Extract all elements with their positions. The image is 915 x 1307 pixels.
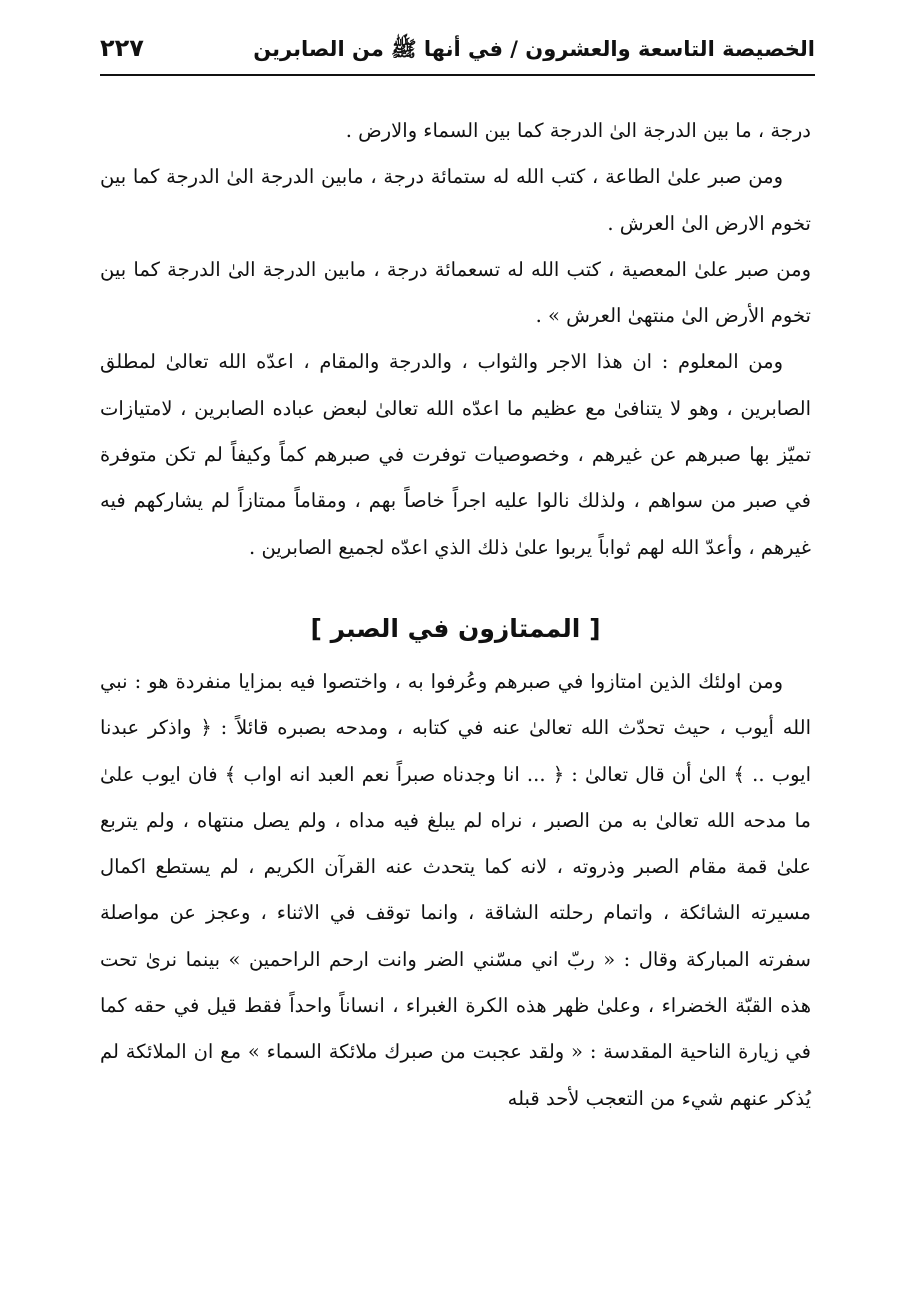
page-header [100,28,815,76]
paragraph: ومن صبر علىٰ الطاعة ، كتب الله له ستمائة درجة ، مابين الدرجة الىٰ الدرجة كما بين تخوم الارض الىٰ العرش . [100,165,811,235]
page-body [100,108,811,1122]
paragraph: درجة ، ما بين الدرجة الىٰ الدرجة كما بين السماء والارض . [345,119,811,142]
paragraph: ومن اولئك الذين امتازوا في صبرهم وعُرفوا به ، واختصوا فيه بمزايا منفردة هو : نبي الله أيوب ، حيث تحدّث الله تعالىٰ عنه في كتابه ، ومدحه بصبره قائلاً : ﴿ واذكر عبدنا ايوب .. ﴾ الىٰ أن قال تعالىٰ : ﴿ ... انا وجدناه صبراً نعم العبد انه اواب ﴾ فان ايوب علىٰ ما مدحه الله تعالىٰ به من الصبر ، نراه لم يبلغ فيه مداه ، ولم يصل منتهاه ، ولم يتربع علىٰ قمة مقام الصبر وذروته ، لانه كما يتحدث عنه القرآن الكريم ، لم يستطع اكمال مسيرته الشائكة ، واتمام رحلته الشاقة ، وانما توقف في الاثناء ، وعجز عن مواصلة سفرته المباركة وقال : « ربّ اني مسّني الضر وانت ارحم الراحمين » بينما نرىٰ تحت هذه القبّة الخضراء ، وعلىٰ ظهر هذه الكرة الغبراء ، انساناً واحداً فقط قيل في حقه كما في زيارة الناحية المقدسة : « ولقد عجبت من صبرك ملائكة السماء » مع ان الملائكة لم يُذكر عنهم شيء من التعجب لأحد قبله [100,669,811,1110]
paragraph: ومن صبر علىٰ المعصية ، كتب الله له تسعمائة درجة ، مابين الدرجة الىٰ الدرجة كما بين تخوم الأرض الىٰ منتهىٰ العرش » . [100,257,811,328]
running-title: الخصيصة التاسعة والعشرون / في أنها ﷺ من الصابرين [253,37,815,61]
paragraph: ومن المعلوم : ان هذا الاجر والثواب ، والدرجة والمقام ، اعدّه الله تعالىٰ لمطلق الصابرين ، وهو لا يتنافىٰ مع عظيم ما اعدّه الله تعالىٰ لبعض عباده الصابرين ، لامتيازات تميّز بها صبرهم عن غيرهم ، وخصوصيات توفرت في صبرهم كماً وكيفاً لم تكن متوفرة في صبر من سواهم ، ولذلك نالوا عليه اجراً خاصاً بهم ، ومقاماً ممتازاً لم يشاركهم فيه غيرهم ، وأعدّ الله لهم ثواباً يربوا علىٰ ذلك الذي اعدّه لجميع الصابرين . [100,350,811,559]
section-heading: [ الممتازون في الصبر ] [310,613,601,643]
page-number: ٢٢٧ [100,34,144,62]
